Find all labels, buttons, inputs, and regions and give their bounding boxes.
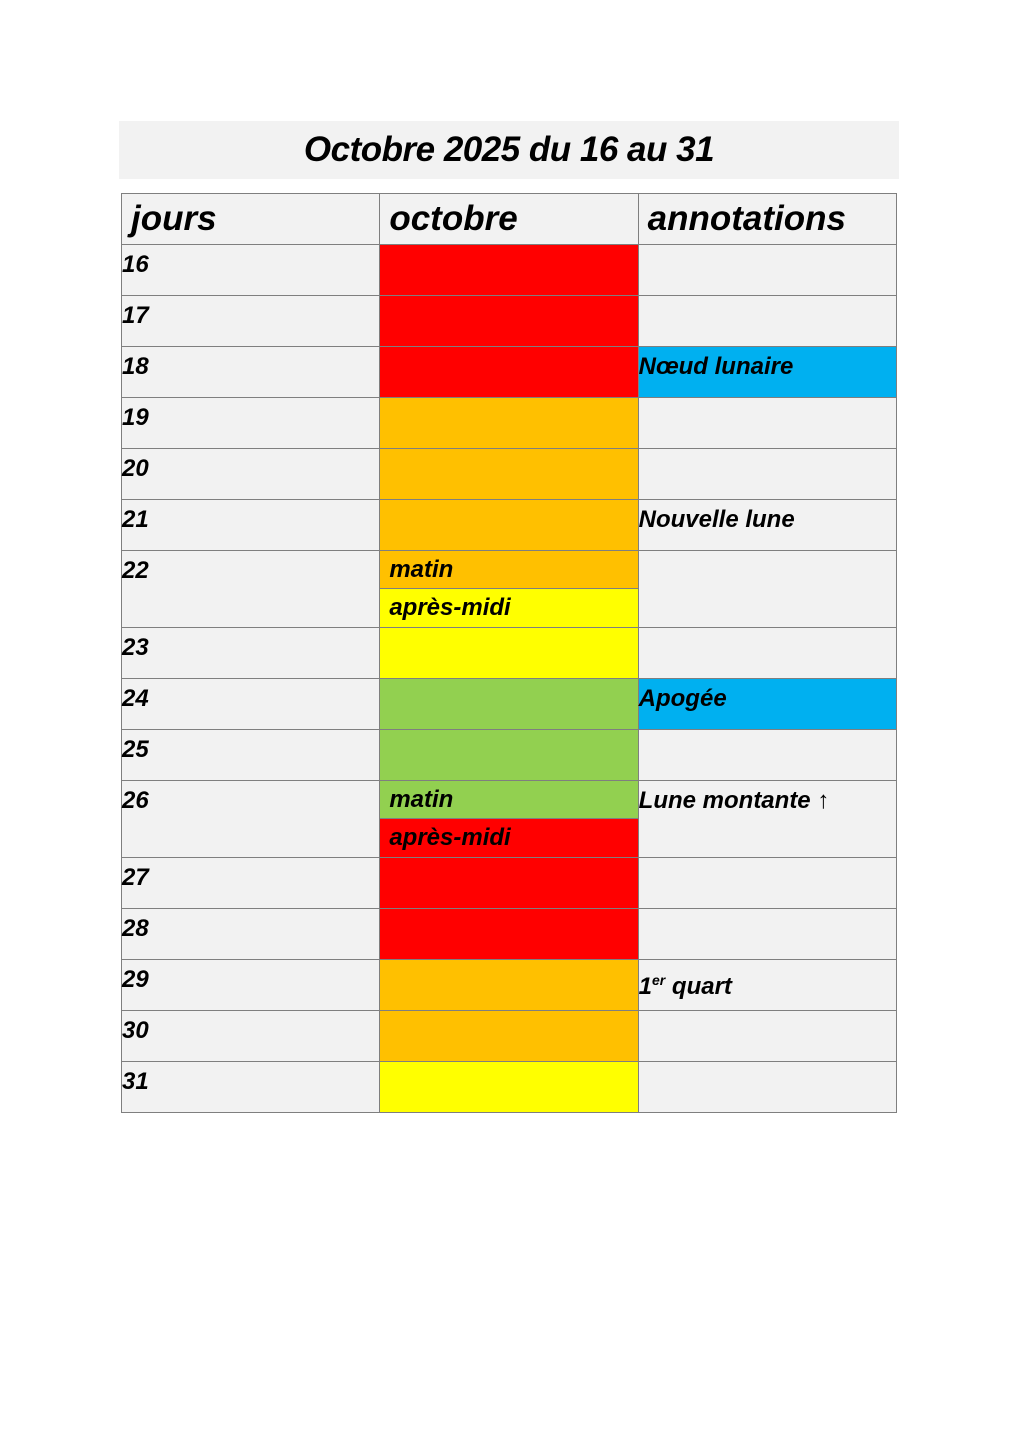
table-row xyxy=(122,909,897,960)
day-cell: 16 xyxy=(122,245,380,296)
day-cell: 30 xyxy=(122,1011,380,1062)
month-color-cell xyxy=(380,347,638,398)
month-color-cell xyxy=(380,1062,638,1113)
calendar-body xyxy=(122,245,897,1113)
annotation-cell xyxy=(638,730,896,781)
annotation-cell xyxy=(638,245,896,296)
annotation-cell xyxy=(638,347,896,398)
title-bar xyxy=(119,121,899,179)
annotation-cell xyxy=(638,296,896,347)
day-cell: 27 xyxy=(122,858,380,909)
month-color-cell xyxy=(380,449,638,500)
day-cell: 31 xyxy=(122,1062,380,1113)
month-color-cell xyxy=(380,551,638,628)
table-row xyxy=(122,245,897,296)
day-cell: 20 xyxy=(122,449,380,500)
day-cell: 25 xyxy=(122,730,380,781)
day-cell: 29 xyxy=(122,960,380,1011)
day-cell: 26 xyxy=(122,781,380,858)
table-row xyxy=(122,449,897,500)
header-days: jours xyxy=(122,194,380,245)
month-color-cell xyxy=(380,909,638,960)
month-color-cell xyxy=(380,1011,638,1062)
month-color-cell xyxy=(380,730,638,781)
table-row xyxy=(122,960,897,1011)
table-row xyxy=(122,628,897,679)
table-row xyxy=(122,551,897,628)
annotation-text: Apogée xyxy=(638,685,727,712)
annotation-cell xyxy=(638,551,896,628)
annotation-cell xyxy=(638,628,896,679)
annotation-cell xyxy=(638,909,896,960)
table-row xyxy=(122,1062,897,1113)
calendar-table xyxy=(121,193,897,1113)
month-color-cell xyxy=(380,296,638,347)
annotation-cell xyxy=(638,500,896,551)
annotation-text: 1 xyxy=(638,973,653,1000)
afternoon-segment: après-midi xyxy=(380,819,637,857)
day-cell: 19 xyxy=(122,398,380,449)
table-row xyxy=(122,730,897,781)
morning-segment: matin xyxy=(380,551,637,589)
annotation-cell xyxy=(638,858,896,909)
header-month: octobre xyxy=(380,194,638,245)
table-row xyxy=(122,398,897,449)
annotation-cell xyxy=(638,1062,896,1113)
month-color-cell xyxy=(380,398,638,449)
day-cell: 23 xyxy=(122,628,380,679)
day-cell: 24 xyxy=(122,679,380,730)
annotation-cell xyxy=(638,679,896,730)
table-row xyxy=(122,347,897,398)
table-row xyxy=(122,296,897,347)
month-color-cell xyxy=(380,858,638,909)
day-cell: 17 xyxy=(122,296,380,347)
page-title: Octobre 2025 du 16 au 31 xyxy=(303,130,715,169)
month-color-cell xyxy=(380,679,638,730)
day-cell: 21 xyxy=(122,500,380,551)
annotation-text: Lune montante ↑ xyxy=(638,787,830,814)
afternoon-segment: après-midi xyxy=(380,589,637,627)
day-cell: 22 xyxy=(122,551,380,628)
annotation-superscript: er xyxy=(652,972,666,988)
annotation-text-rest: quart xyxy=(665,973,732,1000)
month-color-cell xyxy=(380,500,638,551)
month-color-cell xyxy=(380,960,638,1011)
table-row xyxy=(122,1011,897,1062)
table-row xyxy=(122,781,897,858)
day-cell: 28 xyxy=(122,909,380,960)
annotation-cell xyxy=(638,1011,896,1062)
month-color-cell xyxy=(380,245,638,296)
annotation-cell xyxy=(638,398,896,449)
annotation-cell xyxy=(638,449,896,500)
day-cell: 18 xyxy=(122,347,380,398)
table-row xyxy=(122,500,897,551)
month-color-cell xyxy=(380,628,638,679)
table-row xyxy=(122,679,897,730)
table-row xyxy=(122,858,897,909)
annotation-cell xyxy=(638,960,896,1011)
annotation-text: Nouvelle lune xyxy=(638,506,795,533)
month-color-cell xyxy=(380,781,638,858)
header-row xyxy=(122,194,897,245)
header-annotations: annotations xyxy=(638,194,896,245)
annotation-text: Nœud lunaire xyxy=(638,353,794,380)
morning-segment: matin xyxy=(380,781,637,819)
annotation-cell xyxy=(638,781,896,858)
